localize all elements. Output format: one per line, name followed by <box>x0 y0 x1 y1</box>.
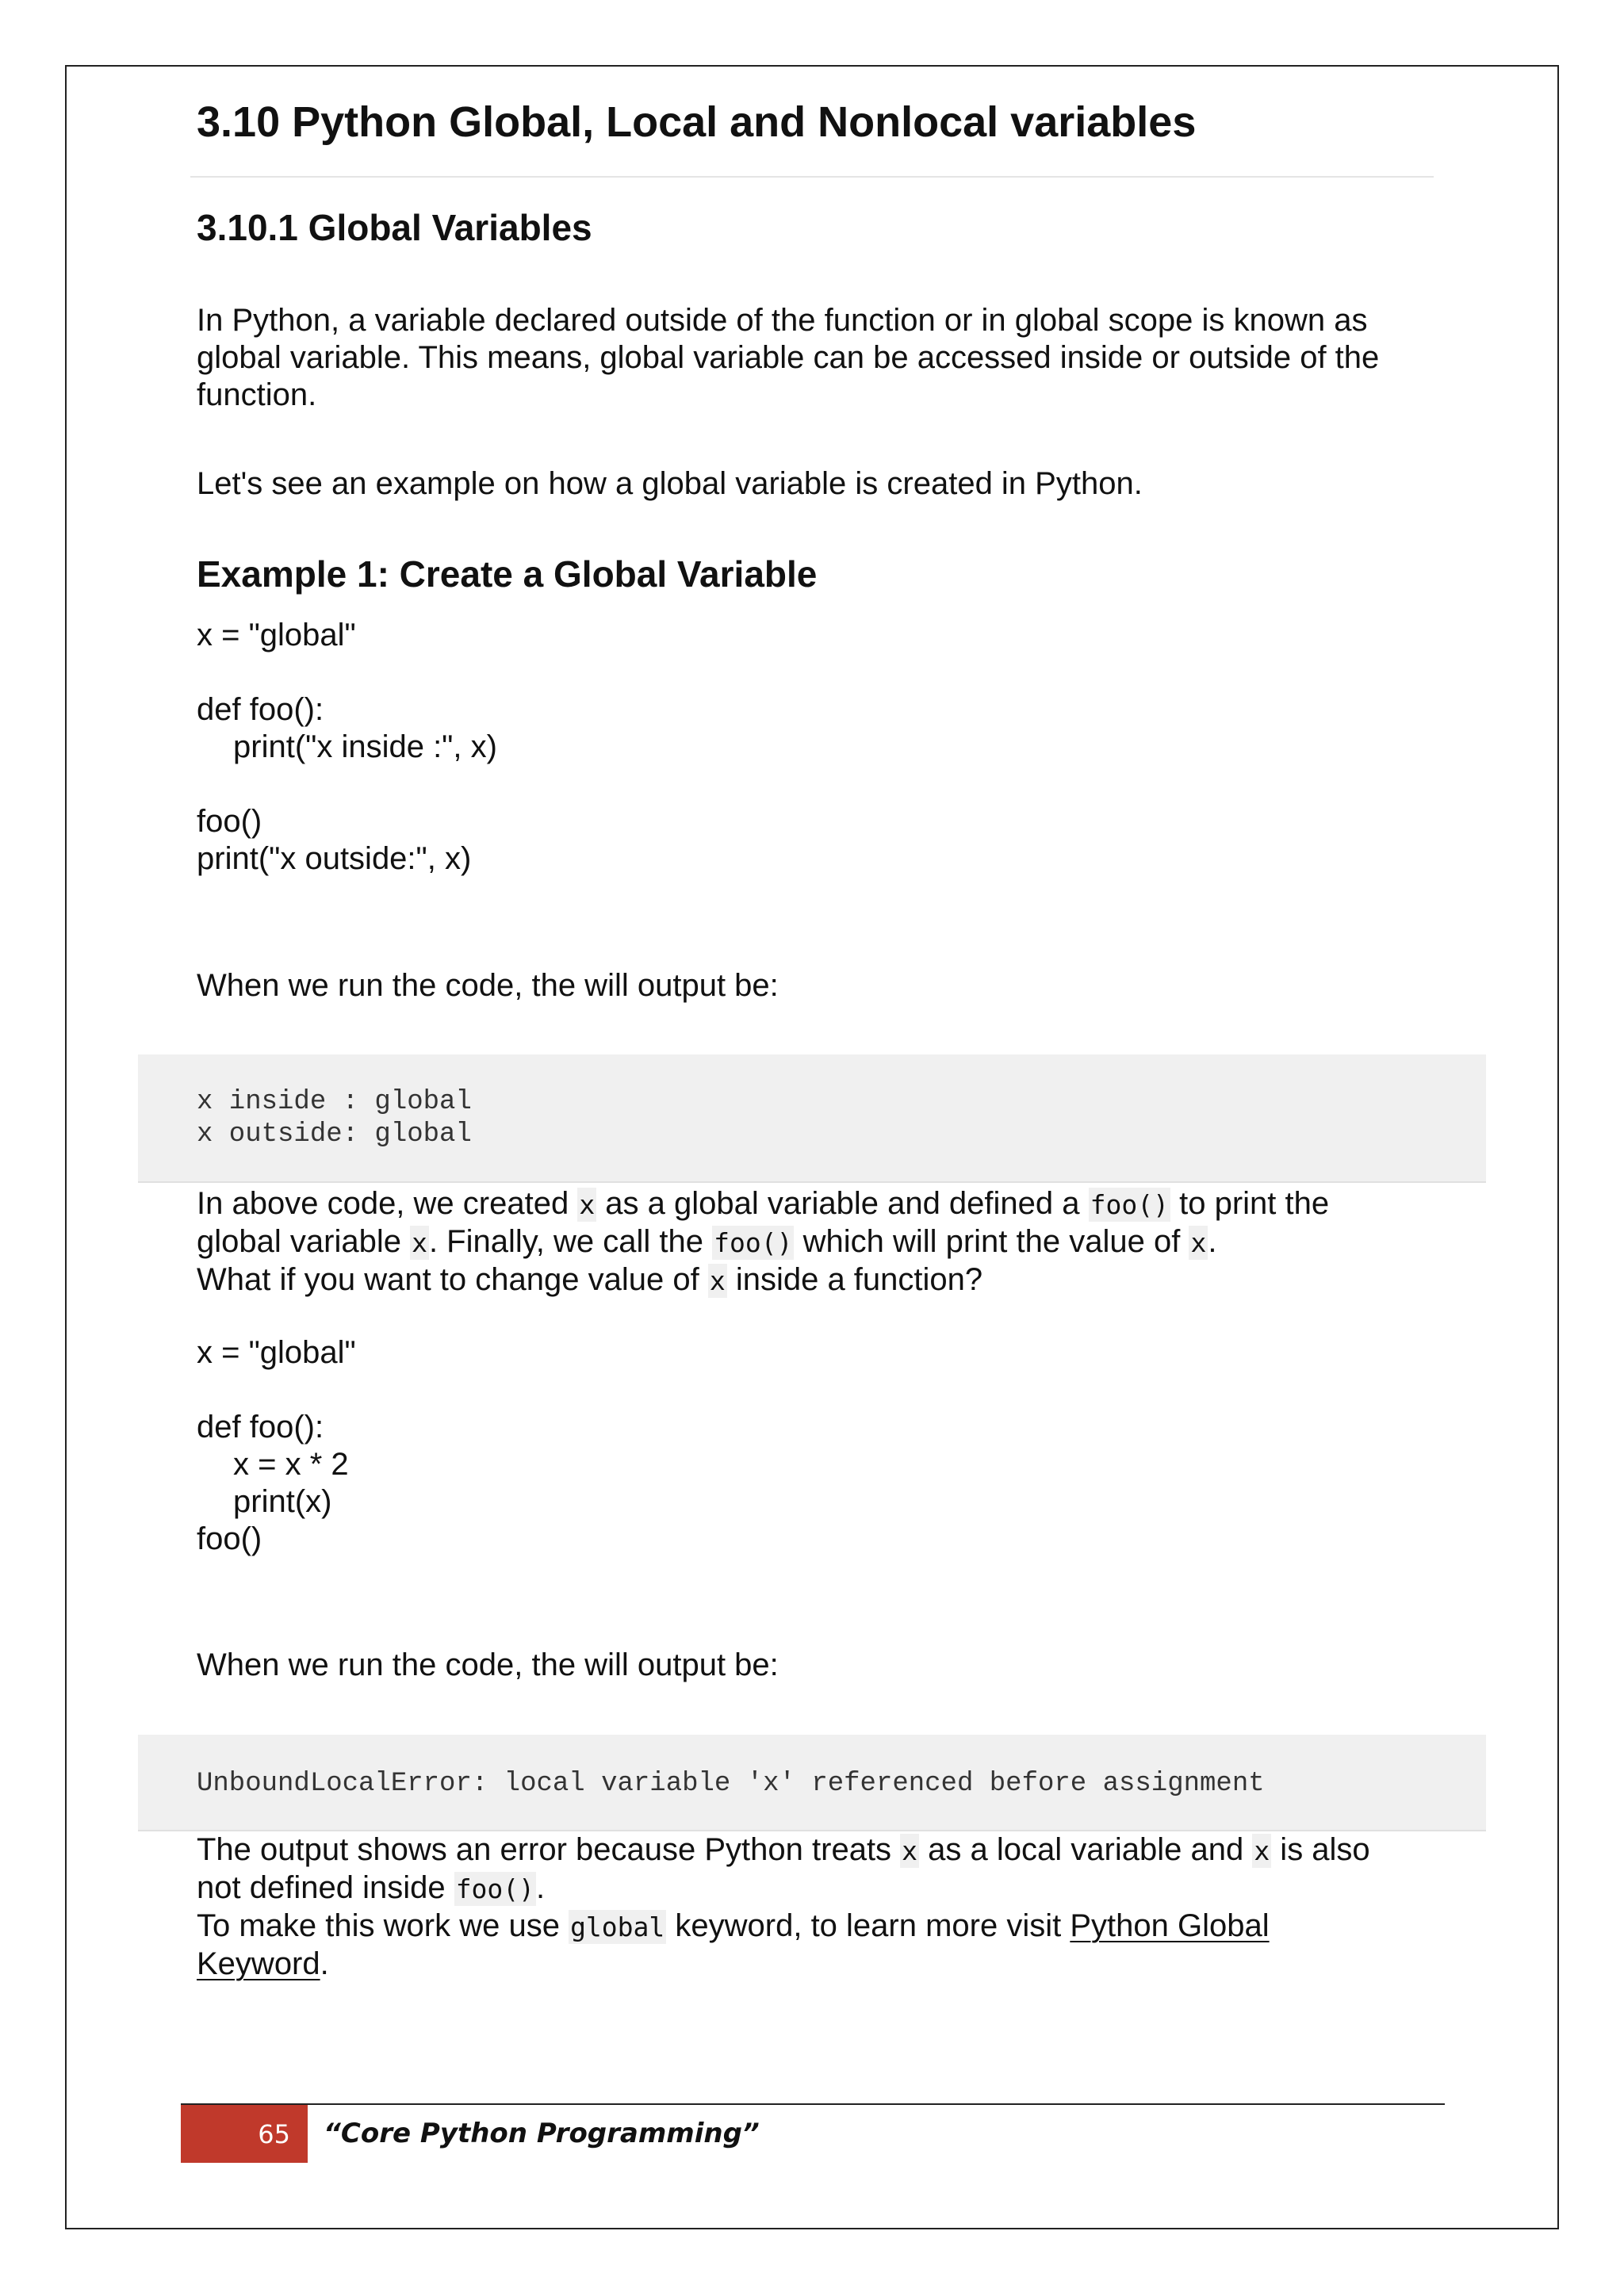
footer-divider <box>181 2103 1445 2105</box>
explanation-line <box>197 1185 1440 1223</box>
text-run: not defined inside <box>197 1870 454 1905</box>
text-run: . <box>320 1946 329 1981</box>
python-global-keyword-link[interactable]: Keyword <box>197 1946 320 1981</box>
inline-code: x <box>1254 1835 1270 1866</box>
code-line: print(x) <box>233 1484 332 1519</box>
code-blank-line <box>197 654 1440 691</box>
code-line: print("x outside:", x) <box>197 841 472 876</box>
text-run: To make this work we use <box>197 1908 569 1943</box>
inline-code: foo() <box>455 1873 535 1904</box>
explanation-line <box>197 1223 1440 1261</box>
inline-code: x <box>579 1189 596 1220</box>
output-text: UnboundLocalError: local variable 'x' referenced before assignment <box>197 1769 1265 1799</box>
explanation-paragraph-2 <box>197 1831 1440 1983</box>
intro-line: function. <box>197 377 317 412</box>
inline-code: global <box>570 1911 665 1942</box>
text-run: What if you want to change value of <box>197 1262 708 1297</box>
intro-paragraph <box>197 302 1440 414</box>
explanation-line <box>197 1831 1440 1869</box>
code-example-1 <box>197 617 1440 878</box>
page-number: 65 <box>258 2118 290 2149</box>
code-blank-line <box>197 766 1440 803</box>
subsection-heading: 3.10.1 Global Variables <box>197 207 592 248</box>
code-line: foo() <box>197 804 262 839</box>
code-line: def foo(): <box>197 1410 324 1445</box>
intro-line: In Python, a variable declared outside of the function or in global scope is known as <box>197 303 1368 338</box>
output-text: x inside : global x outside: global <box>197 1087 472 1150</box>
example-heading: Example 1: Create a Global Variable <box>197 553 818 595</box>
explanation-line <box>197 1908 1440 1946</box>
inline-code: foo() <box>1090 1189 1169 1220</box>
text-run: to print the <box>1170 1186 1330 1221</box>
code-line: print("x inside :", x) <box>233 729 497 764</box>
code-line: x = "global" <box>197 618 356 652</box>
text-run: as a global variable and defined a <box>596 1186 1089 1221</box>
inline-code: x <box>412 1227 427 1258</box>
example-lead-paragraph: Let's see an example on how a global variable is created in Python. <box>197 466 1143 501</box>
text-run: . <box>1208 1224 1217 1259</box>
code-example-2 <box>197 1334 1440 1558</box>
text-run: inside a function? <box>726 1262 983 1297</box>
code-line: foo() <box>197 1521 262 1556</box>
run-output-intro: When we run the code, the will output be: <box>197 968 779 1003</box>
inline-code: foo() <box>714 1227 793 1258</box>
inline-code: x <box>709 1265 726 1296</box>
text-run: which will print the value of <box>794 1224 1189 1259</box>
inline-code: x <box>902 1835 918 1866</box>
text-run: is also <box>1271 1832 1370 1867</box>
section-heading: 3.10 Python Global, Local and Nonlocal variables <box>197 98 1197 146</box>
intro-line: global variable. This means, global variable can be accessed inside or outside of the <box>197 340 1380 375</box>
text-run: In above code, we created <box>197 1186 578 1221</box>
run-output-intro: When we run the code, the will output be: <box>197 1647 779 1682</box>
output-block-1 <box>138 1054 1486 1183</box>
python-global-keyword-link[interactable]: Python Global <box>1070 1908 1270 1943</box>
text-run: . <box>536 1870 546 1905</box>
text-run: . Finally, we call the <box>428 1224 713 1259</box>
text-run: as a local variable and <box>919 1832 1253 1867</box>
code-line: x = "global" <box>197 1335 356 1370</box>
text-run: keyword, to learn more visit <box>666 1908 1071 1943</box>
output-block-2 <box>138 1735 1486 1831</box>
code-line: def foo(): <box>197 692 324 727</box>
explanation-line <box>197 1946 1440 1983</box>
inline-code: x <box>1190 1227 1207 1258</box>
heading-divider <box>190 176 1434 178</box>
text-run: global variable <box>197 1224 411 1259</box>
book-title: “Core Python Programming” <box>324 2118 760 2149</box>
explanation-line <box>197 1261 1440 1299</box>
explanation-line <box>197 1869 1440 1908</box>
explanation-paragraph-1 <box>197 1185 1440 1299</box>
code-line: x = x * 2 <box>233 1447 349 1482</box>
page-number-box <box>181 2105 308 2163</box>
text-run: The output shows an error because Python treats <box>197 1832 901 1867</box>
code-blank-line <box>197 1372 1440 1409</box>
